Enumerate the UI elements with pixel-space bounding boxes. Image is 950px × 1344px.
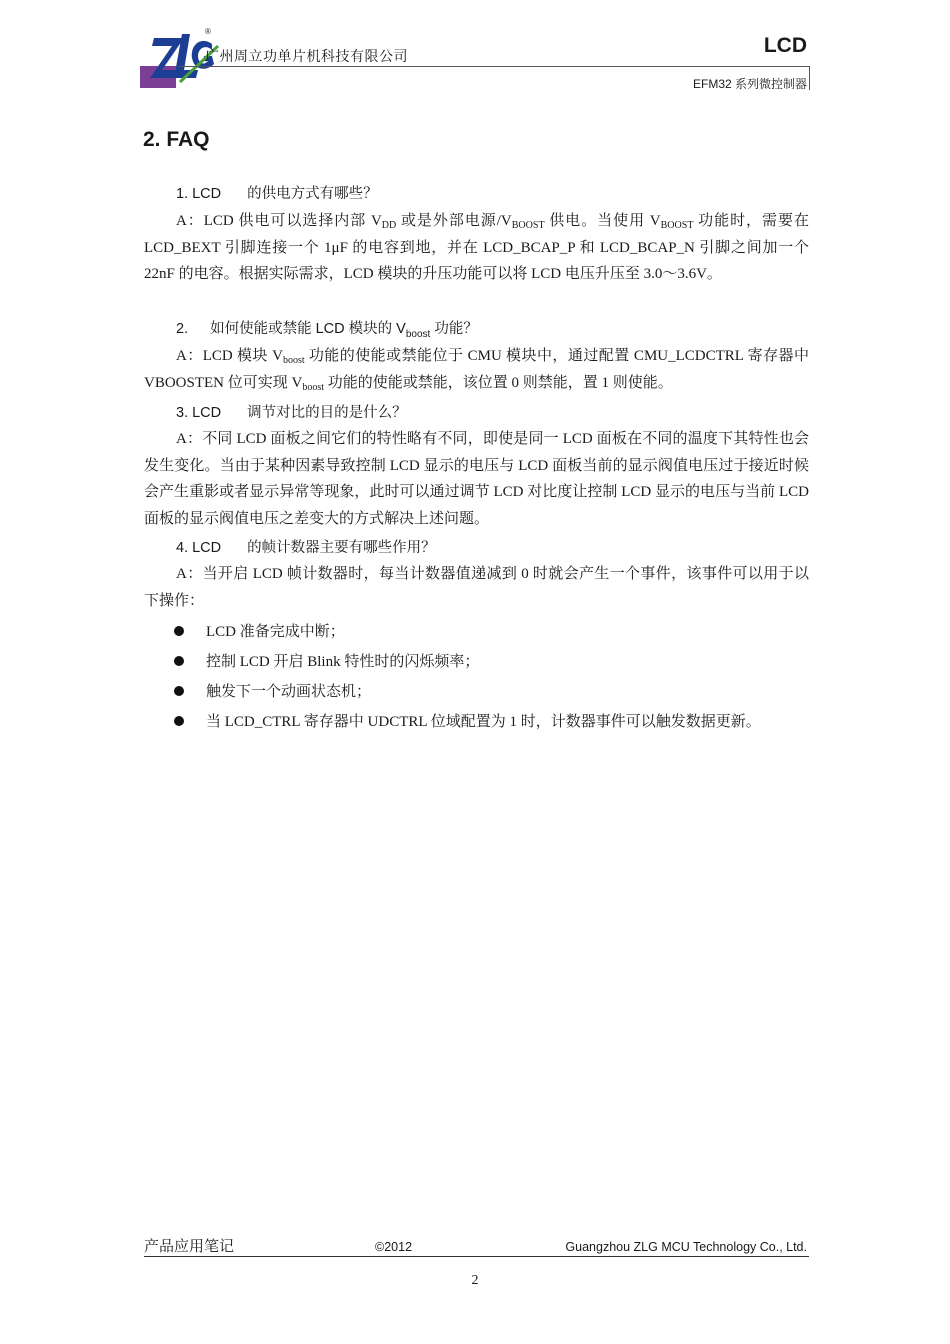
page-number: 2: [471, 1273, 479, 1288]
question-number: 4. LCD: [176, 540, 222, 556]
product-line: EFM32 系列微控制器: [692, 77, 807, 91]
footer-rule: [144, 1256, 809, 1257]
faq-answer-2: A：LCD 模块 $V_{boost}$ 功能的使能或禁能位于 CMU 模块中，通过配置 CMU_LCDCTRL 寄存器中 VBOOSTEN 位可实现 $V_{boost}$ 功能的使能或禁能，该位置 0 则禁能，置 1 则使能。: [144, 348, 809, 393]
faq-answer-4: A：当开启 LCD 帧计数器时，每当计数器值递减到 0 时就会产生一个事件，该事件可以用于以下操作：: [144, 566, 809, 609]
question-text: 的供电方式有哪些？: [247, 186, 378, 202]
faq-question-2: 2. 如何使能或禁能 LCD 模块的 $V_{boost}$ 功能？: [176, 321, 478, 340]
registered-mark: ®: [205, 27, 211, 36]
header-rule: [178, 66, 809, 67]
footer-copyright: ©2012: [375, 1240, 413, 1254]
list-item: 控制 LCD 开启 Blink 特性时的闪烁频率；: [172, 649, 822, 679]
list-item: LCD 准备完成中断；: [172, 619, 822, 649]
bullet-dot-icon: [174, 656, 184, 666]
bullet-dot-icon: [174, 686, 184, 696]
document-title: LCD: [763, 34, 807, 57]
list-item: 当 LCD_CTRL 寄存器中 UDCTRL 位域配置为 1 时，计数器事件可以触发数据更新。: [172, 709, 822, 739]
company-name: 广州周立功单片机科技有限公司: [205, 48, 408, 64]
header-vertical-bar: [809, 66, 810, 90]
faq-answer-3: A：不同 LCD 面板之间它们的特性略有不同，即使是同一 LCD 面板在不同的温度下其特性也会发生变化。当由于某种因素导致控制 LCD 显示的电压与 LCD 面板当前的显示阀值电压过于接近时候会产生重影或者显示异常等现象，此时可以通过调节 LCD 对比度让控制 LCD 显示的电压与当前 LCD 面板的显示阀值电压之差变大的方式解决上述问题。: [144, 431, 809, 527]
bullet-dot-icon: [174, 626, 184, 636]
faq-question-3: [176, 401, 407, 422]
question-text: 调节对比的目的是什么？: [247, 405, 407, 421]
footer-doc-type: 产品应用笔记: [144, 1238, 235, 1255]
question-text: 的帧计数器主要有哪些作用？: [247, 540, 436, 556]
faq-answer-1: A：LCD 供电可以选择内部 $V_{DD}$ 或是外部电源$/V_{BOOST}$ 供电。当使用 $V_{BOOST}$ 功能时，需要在 LCD_BEXT 引脚连接一个 1μF 的电容到地，并在 LCD_BCAP_P 和 LCD_BCAP_N 引脚之间加一个 22nF 的电容。根据实际需求，LCD 模块的升压功能可以将 LCD 电压升压至 3.0～3.6V。: [144, 213, 809, 282]
question-number: 1. LCD: [176, 186, 222, 202]
question-number: 3. LCD: [176, 405, 222, 421]
frame-counter-usage-list: [172, 619, 822, 739]
list-item: 触发下一个动画状态机；: [172, 679, 822, 709]
question-number: 2.: [176, 321, 189, 337]
bullet-dot-icon: [174, 716, 184, 726]
faq-question-4: [176, 536, 436, 557]
faq-question-1: [176, 182, 378, 203]
section-title: 2. FAQ: [143, 128, 210, 151]
footer-company: Guangzhou ZLG MCU Technology Co., Ltd.: [565, 1240, 807, 1254]
